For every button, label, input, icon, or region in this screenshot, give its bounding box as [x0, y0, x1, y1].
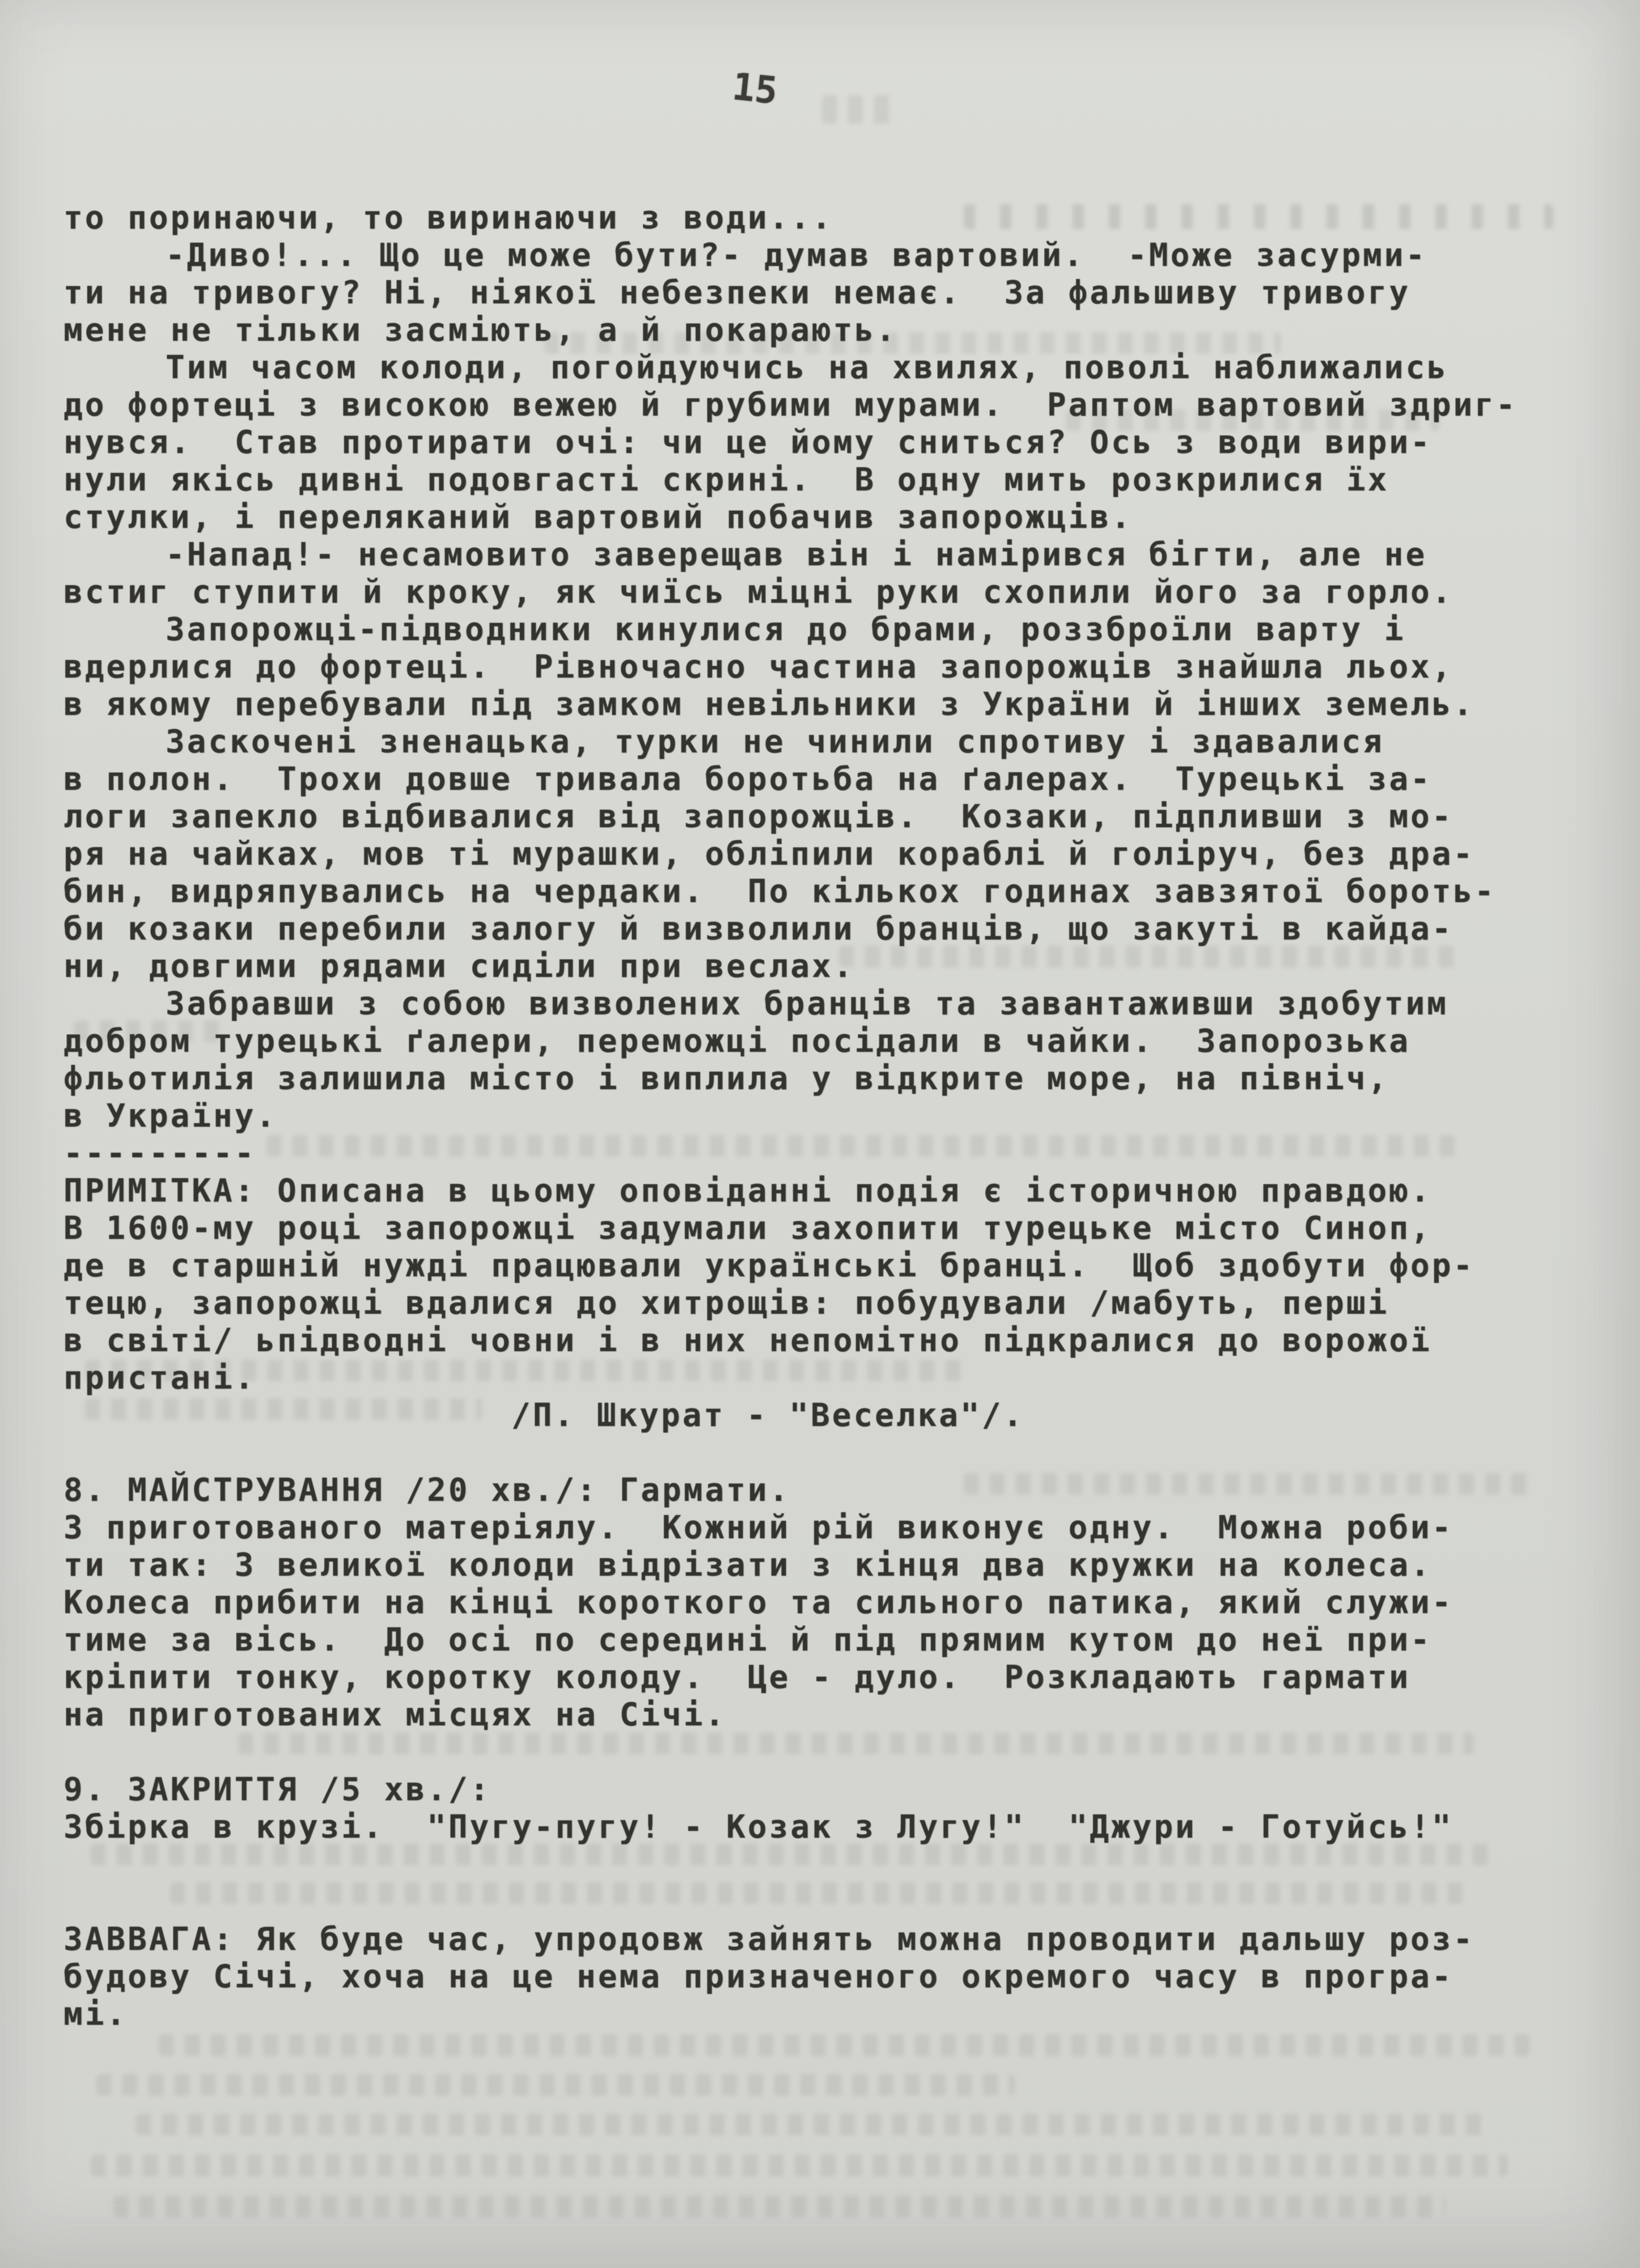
bleed-through-ghost: [136, 2114, 1485, 2135]
text-line: в світі/ ьпідводні човни і в них непомітно підкралися до ворожої: [63, 1322, 1432, 1359]
text-line: ря на чайках, мов ті мурашки, обліпили кораблі й голіруч, без дра-: [63, 836, 1475, 873]
text-line: бин, видряпувались на чердаки. По кількох годинах завзятої бороть-: [63, 873, 1496, 910]
text-line: Заскочені зненацька, турки не чинили спротиву і здавалися: [166, 723, 1384, 760]
text-line: в Україну.: [63, 1098, 278, 1135]
bleed-through-ghost: [113, 2195, 1446, 2217]
text-line: то поринаючи, то виринаючи з води...: [63, 200, 833, 236]
text-line: нувся. Став протирати очі: чи це йому сниться? Ось з води вири-: [63, 424, 1432, 461]
text-line: ти на тривогу? Ні, ніякої небезпеки немає. За фальшиву тривогу: [63, 274, 1411, 311]
text-line: В 1600-му році запорожці задумали захопити турецьке місто Синоп,: [63, 1210, 1432, 1247]
text-line: Колеса прибити на кінці короткого та сильного патика, який служи-: [63, 1584, 1453, 1621]
text-line: Запорожці-підводники кинулися до брами, роззброїли варту і: [166, 611, 1406, 648]
text-line: ни, довгими рядами сиділи при веслах.: [63, 948, 855, 985]
text-line: логи запекло відбивалися від запорожців. Козаки, підпливши з мо-: [63, 798, 1453, 835]
text-line: добром турецькі ґалери, переможці посідали в чайки. Запорозька: [63, 1023, 1411, 1060]
text-line: в якому перебували під замком невільники з України й інших земель.: [63, 686, 1475, 723]
text-line: кріпити тонку, коротку колоду. Це - дуло. Розкладають гармати: [63, 1659, 1411, 1696]
text-line: ---------: [63, 1135, 256, 1172]
text-line: Забравши з собою визволених бранців та завантаживши здобутим: [166, 985, 1448, 1022]
bleed-through-ghost: [822, 95, 896, 124]
text-line: де в старшній нужді працювали українські бранці. Щоб здобути фор-: [63, 1247, 1475, 1284]
text-line: 8. МАЙСТРУВАННЯ /20 хв./: Гармати.: [63, 1472, 791, 1509]
bleed-through-ghost: [96, 2074, 1015, 2096]
text-line: 9. ЗАКРИТТЯ /5 хв./:: [63, 1771, 491, 1808]
text-line: би козаки перебили залогу й визволили бранців, що закуті в кайда-: [63, 911, 1453, 947]
text-line: пристані.: [63, 1360, 256, 1397]
text-line: стулки, і переляканий вартовий побачив запорожців.: [63, 499, 1133, 536]
text-line: тиме за вісь. До осі по середині й під прямим кутом до неї при-: [63, 1622, 1432, 1658]
text-line: /П. Шкурат - "Веселка"/.: [511, 1397, 1025, 1434]
typewritten-text: [63, 200, 1560, 2033]
text-line: З приготованого матеріялу. Кожний рій виконує одну. Можна роби-: [63, 1509, 1453, 1546]
bleed-through-ghost: [159, 2034, 1531, 2056]
text-line: мі.: [63, 1996, 128, 2033]
text-line: Збірка в крузі. "Пугу-пугу! - Козак з Лугу!" "Джури - Готуйсь!": [63, 1809, 1453, 1846]
text-line: -Напад!- несамовито заверещав він і намірився бігти, але не: [166, 536, 1427, 573]
text-line: мене не тільки засміють, а й покарають.: [63, 312, 897, 349]
text-line: фльотилія залишила місто і виплила у відкрите море, на північ,: [63, 1060, 1389, 1097]
text-line: ти так: З великої колоди відрізати з кінця два кружки на колеса.: [63, 1547, 1432, 1584]
text-line: встиг ступити й кроку, як чиїсь міцні руки схопили його за горло.: [63, 574, 1453, 611]
bleed-through-ghost: [91, 2155, 1508, 2176]
text-line: нули якісь дивні подовгасті скрині. В одну мить розкрилися їх: [63, 462, 1389, 498]
text-line: в полон. Трохи довше тривала боротьба на ґалерах. Турецькі за-: [63, 761, 1432, 798]
text-line: будову Січі, хоча на це нема призначеного окремого часу в програ-: [63, 1958, 1453, 1995]
text-line: вдерлися до фортеці. Рівночасно частина запорожців знайшла льох,: [63, 649, 1453, 686]
text-line: Тим часом колоди, погойдуючись на хвилях, поволі наближались: [166, 349, 1448, 386]
text-line: -Диво!... Що це може бути?- думав вартовий. -Може засурми-: [166, 237, 1427, 274]
text-line: на приготованих місцях на Січі.: [63, 1696, 727, 1733]
text-line: ПРИМІТКА: Описана в цьому оповіданні подія є історичною правдою.: [63, 1173, 1432, 1209]
page-number: 15: [730, 65, 780, 113]
text-line: до фортеці з високою вежею й грубими мурами. Раптом вартовий здриг-: [63, 387, 1518, 424]
text-line: ЗАВВАГА: Як буде час, упродовж зайнять можна проводити дальшу роз-: [63, 1921, 1475, 1958]
text-line: тецю, запорожці вдалися до хитрощів: побудували /мабуть, перші: [63, 1285, 1389, 1322]
